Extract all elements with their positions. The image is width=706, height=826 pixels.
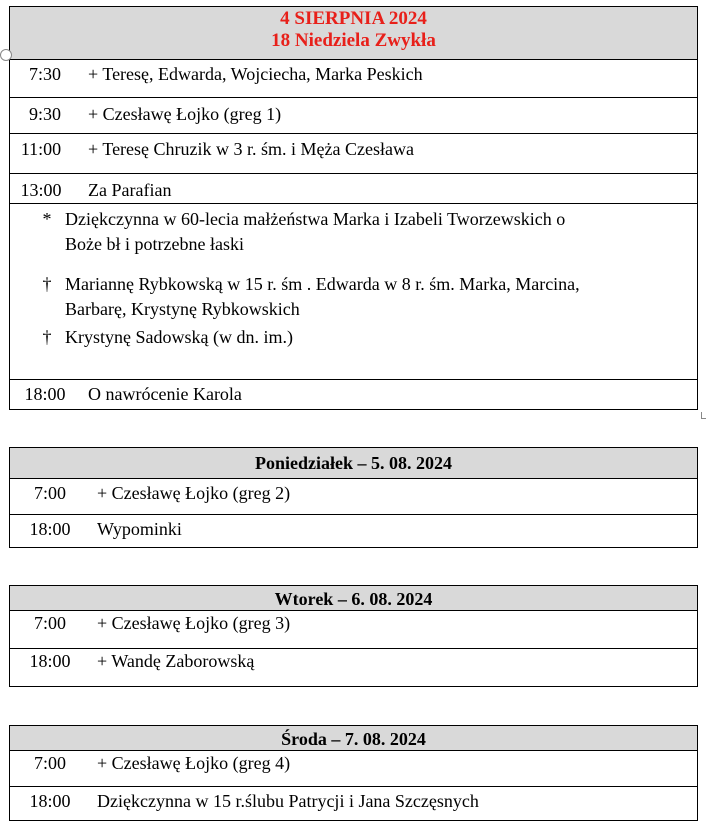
mass-time: 11:00: [20, 139, 62, 159]
day-header: Poniedziałek – 5. 08. 2024: [10, 448, 697, 478]
mass-row: [10, 478, 697, 515]
intentions-row: [10, 203, 697, 380]
mass-time: 7:30: [28, 64, 61, 84]
mass-intention: + Czesławę Łojko (greg 3): [97, 613, 291, 633]
intention-line: Mariannę Rybkowską w 15 r. śm . Edwarda w 8 r. śm. Marka, Marcina,: [65, 274, 580, 294]
mass-row: [10, 610, 697, 649]
mass-intention: Za Parafian: [88, 180, 172, 200]
cross-icon: †: [42, 327, 52, 347]
mass-intention: O nawrócenie Karola: [88, 384, 242, 404]
mass-time: 7:00: [33, 613, 66, 633]
mass-time: 18:00: [24, 384, 66, 404]
mass-row: [10, 173, 697, 204]
intention-line: Barbarę, Krystynę Rybkowskich: [65, 299, 300, 319]
mass-row: [10, 97, 697, 134]
list-item: [40, 207, 690, 257]
mass-row: [10, 750, 697, 787]
day-header: Wtorek – 6. 08. 2024: [10, 586, 697, 610]
mass-intention: + Teresę Chruzik w 3 r. śm. i Męża Czesława: [88, 139, 414, 159]
sunday-header: [10, 7, 697, 59]
list-item: [40, 272, 690, 322]
mass-time: 7:00: [33, 753, 66, 773]
sunday-box: [9, 6, 698, 410]
intention-line: Dziękczynna w 60-lecia małżeństwa Marka i Izabeli Tworzewskich o: [65, 209, 566, 229]
day-box: [9, 447, 698, 548]
mass-row: [10, 514, 697, 548]
mass-intention: + Teresę, Edwarda, Wojciecha, Marka Peskich: [88, 64, 423, 84]
mass-row: [10, 133, 697, 174]
mass-time: 18:00: [29, 519, 71, 539]
intentions-list: [40, 207, 690, 350]
asterisk-icon: *: [42, 209, 52, 229]
mass-row: [10, 379, 697, 410]
mass-time: 18:00: [29, 791, 71, 811]
day-header: Środa – 7. 08. 2024: [10, 726, 697, 750]
sunday-date: 4 SIERPNIA 2024: [280, 8, 427, 29]
mass-intention: Dziękczynna w 15 r.ślubu Patrycji i Jana Szczęsnych: [97, 791, 479, 811]
mass-intention: + Czesławę Łojko (greg 1): [88, 104, 282, 124]
table-resize-handle[interactable]: [701, 412, 706, 419]
mass-row: [10, 786, 697, 821]
cross-icon: †: [42, 274, 52, 294]
mass-time: 7:00: [33, 483, 66, 503]
mass-time: 9:30: [28, 104, 61, 124]
mass-time: 13:00: [20, 180, 62, 200]
mass-intention: + Czesławę Łojko (greg 2): [97, 483, 291, 503]
mass-row: [10, 648, 697, 687]
mass-row: [10, 59, 697, 98]
intention-line: Krystynę Sadowską (w dn. im.): [65, 327, 293, 347]
list-item: [40, 325, 690, 350]
mass-intention: + Wandę Zaborowską: [97, 651, 255, 671]
day-box: [9, 585, 698, 687]
table-move-handle[interactable]: [0, 49, 12, 61]
sunday-name: 18 Niedziela Zwykła: [271, 30, 436, 51]
mass-intention: + Czesławę Łojko (greg 4): [97, 753, 291, 773]
mass-intention: Wypominki: [97, 519, 182, 539]
day-box: [9, 725, 698, 821]
intention-line: Boże bł i potrzebne łaski: [65, 234, 244, 254]
mass-time: 18:00: [29, 651, 71, 671]
